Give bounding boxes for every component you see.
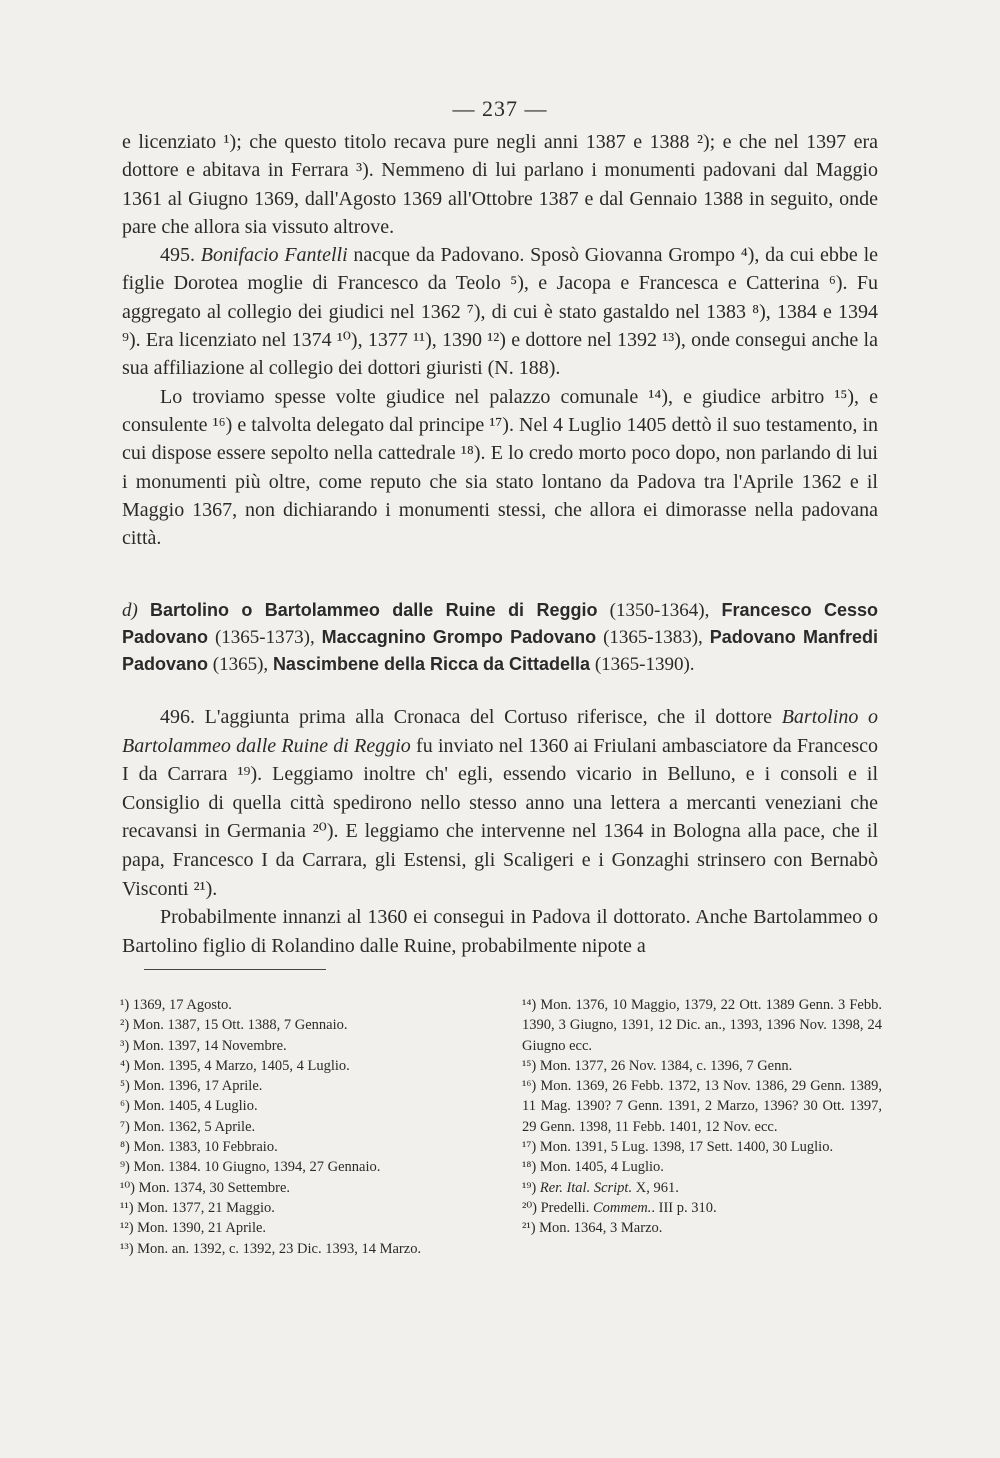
heading-years-1: (1350-1364), xyxy=(609,600,710,621)
footnote: ¹⁵) Mon. 1377, 26 Nov. 1384, c. 1396, 7 Genn. xyxy=(522,1057,793,1074)
heading-name-4: Padovano Manfredi Padovano xyxy=(122,627,878,674)
footnote xyxy=(522,1178,882,1198)
footnotes-left-column xyxy=(120,995,480,1259)
heading-years-2: (1365-1373), xyxy=(214,627,315,648)
footnote-ref: X, 961. xyxy=(635,1179,679,1196)
footnote: ¹⁷) Mon. 1391, 5 Lug. 1398, 17 Sett. 1400, 30 Luglio. xyxy=(522,1139,834,1156)
paragraph-496 xyxy=(122,703,878,903)
footnote-ref: . III p. 310. xyxy=(651,1199,717,1216)
footnote: ²) Mon. 1387, 15 Ott. 1388, 7 Gennaio. xyxy=(120,1017,348,1034)
heading-name-3: Maccagnino Grompo Padovano xyxy=(321,627,597,647)
heading-name-1: Bartolino o Bartolammeo dalle Ruine di Reggio xyxy=(149,600,598,620)
paragraph-lead: 496. L'aggiunta prima alla Cronaca del Cortuso riferisce, che il dottore xyxy=(160,706,773,728)
footnote: ¹²) Mon. 1390, 21 Aprile. xyxy=(120,1220,267,1237)
footnote: ¹¹) Mon. 1377, 21 Maggio. xyxy=(120,1199,275,1216)
section-letter: d) xyxy=(122,600,138,621)
page-number: — 237 — xyxy=(452,96,548,121)
footnote: ³) Mon. 1397, 14 Novembre. xyxy=(120,1037,287,1054)
paragraph-495-cont: Lo troviamo spesse volte giudice nel palazzo comunale ¹⁴), e giudice arbitro ¹⁵), e consulente ¹⁶) e talvolta delegato dal principe ¹⁷). Nel 4 Luglio 1405 dettò il suo testamento, in cui dispose essere sepolto nella cattedrale ¹⁸). E lo credo morto poco dopo, non parlando di lui i monumenti più oltre, come reputo che sia stato lontano da Padova tra l'Aprile 1362 e il Maggio 1367, non dichiarando i monumenti stessi, che allora ei dimorasse nella padovana città. xyxy=(122,385,878,550)
footnote: ⁷) Mon. 1362, 5 Aprile. xyxy=(120,1118,256,1135)
footnote: ⁹) Mon. 1384. 10 Giugno, 1394, 27 Gennaio. xyxy=(120,1159,381,1176)
footnote-number: ¹⁹) xyxy=(522,1179,537,1196)
heading-years-4: (1365), xyxy=(212,654,269,675)
footnote: ¹³) Mon. an. 1392, c. 1392, 23 Dic. 1393, 14 Marzo. xyxy=(120,1240,422,1257)
paragraph-continuation: e licenziato ¹); che questo titolo recava pure negli anni 1387 e 1388 ²); e che nel 1397 era dottore e abitava in Ferrara ³). Nemmeno di lui parlano i monumenti padovani dal Maggio 1361 al Giugno 1369, dall'Agosto 1369 all'Ottobre 1387 e dal Gennaio 1388 in seguito, onde pare che allora sia vissuto altrove. xyxy=(122,131,878,238)
heading-years-5: (1365-1390). xyxy=(594,654,695,675)
footnote: ¹⁴) Mon. 1376, 10 Maggio, 1379, 22 Ott. 1389 Genn. 3 Febb. 1390, 3 Giugno, 1391, 12 Dic. an., 1393, 1396 Nov. 1398, 24 Giugno ecc. xyxy=(522,997,882,1054)
footnote: ¹⁸) Mon. 1405, 4 Luglio. xyxy=(522,1159,664,1176)
footnote: ⁶) Mon. 1405, 4 Luglio. xyxy=(120,1098,258,1115)
footnotes-right-column xyxy=(522,995,882,1239)
footnote: ²¹) Mon. 1364, 3 Marzo. xyxy=(522,1220,663,1237)
footnote-divider xyxy=(144,969,326,970)
paragraph-496-cont: Probabilmente innanzi al 1360 ei consegui in Padova il dottorato. Anche Bartolammeo o Bartolino figlio di Rolandino dalle Ruine, probabilmente nipote a xyxy=(122,906,878,957)
heading-name-5: Nascimbene della Ricca da Cittadella xyxy=(272,654,591,674)
footnote: ¹⁰) Mon. 1374, 30 Settembre. xyxy=(120,1179,291,1196)
main-text-block-2 xyxy=(122,703,878,960)
footnote-source-title: Commem. xyxy=(592,1199,652,1216)
person-name: Bartolino o Bartolammeo dalle Ruine di Reggio xyxy=(122,706,878,757)
footnote: ⁸) Mon. 1383, 10 Febbraio. xyxy=(120,1139,278,1156)
paragraph-body: fu inviato nel 1360 ai Friulani ambasciatore da Francesco I da Carrara ¹⁹). Leggiamo inoltre ch' egli, essendo vicario in Belluno, e i consoli e il Consiglio di quella città spedirono nello stesso anno una lettera a mercanti veneziani che recavansi in Germania ²⁰). E leggiamo che intervenne nel 1364 in Bologna alla pace, che il papa, Francesco I da Carrara, gli Estensi, gli Scaligeri e i Gonzaghi strinsero con Bernabò Visconti ²¹). xyxy=(122,734,878,900)
footnote: ⁵) Mon. 1396, 17 Aprile. xyxy=(120,1078,263,1095)
footnote: ¹) 1369, 17 Agosto. xyxy=(120,997,232,1013)
paragraph-body: nacque da Padovano. Sposò Giovanna Grompo ⁴), da cui ebbe le figlie Dorotea moglie di Francesco da Teolo ⁵), e Jacopa e Francesca e Catterina ⁶). Fu aggregato al collegio dei giudici nel 1362 ⁷), di cui è stato gastaldo nel 1383 ⁸), 1384 e 1394 ⁹). Era licenziato nel 1374 ¹⁰), 1377 ¹¹), 1390 ¹²) e dottore nel 1392 ¹³), onde consegui anche la sua affiliazione al collegio dei dottori giuristi (N. 188). xyxy=(122,244,878,380)
footnote: ⁴) Mon. 1395, 4 Marzo, 1405, 4 Luglio. xyxy=(120,1057,350,1074)
footnote-lead: ²⁰) Predelli. xyxy=(522,1199,590,1216)
section-heading xyxy=(122,597,878,678)
footnote-source-title: Rer. Ital. Script. xyxy=(539,1179,633,1196)
person-name: Bonifacio Fantelli xyxy=(200,244,348,267)
heading-years-3: (1365-1383), xyxy=(603,627,703,648)
main-text-block xyxy=(122,128,878,552)
paragraph-495 xyxy=(122,241,878,382)
heading-name-2: Francesco Cesso Padovano xyxy=(122,600,878,647)
paragraph-number: 495. xyxy=(160,244,195,267)
footnote: ¹⁶) Mon. 1369, 26 Febb. 1372, 13 Nov. 1386, 29 Genn. 1389, 11 Mag. 1390? 7 Genn. 1391, 2 Marzo, 1396? 30 Ott. 1397, 29 Genn. 1398, 11 Febb. 1401, 12 Nov. ecc. xyxy=(522,1078,882,1135)
footnote xyxy=(522,1198,882,1218)
